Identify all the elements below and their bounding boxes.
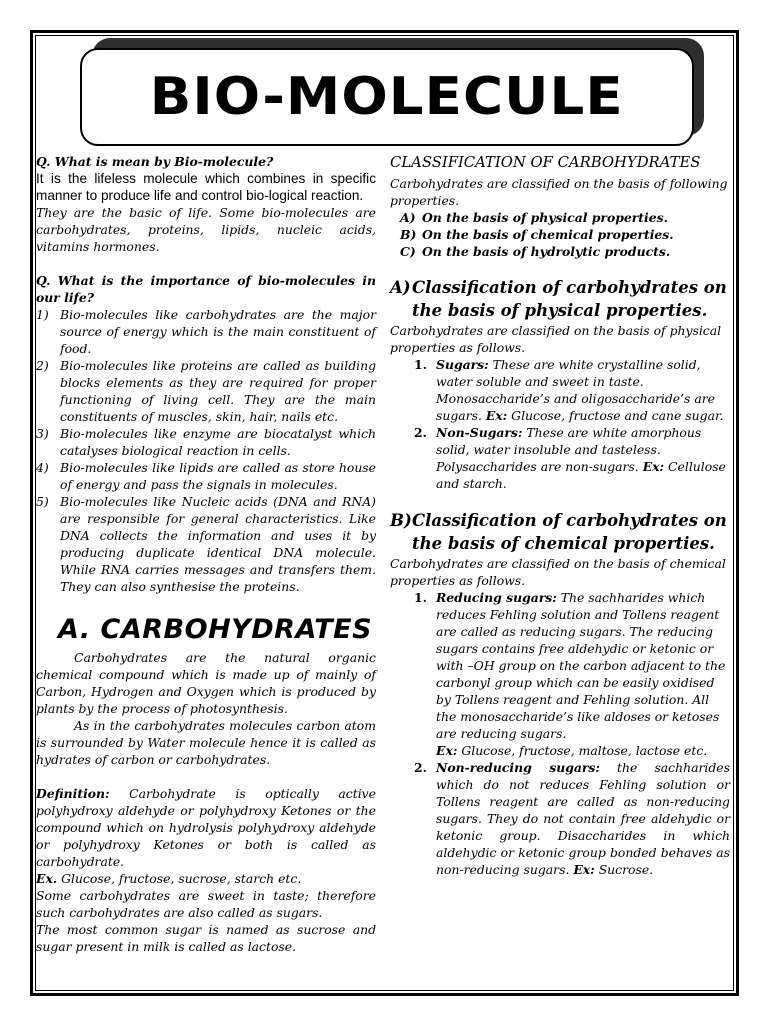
list-marker: 1. <box>414 590 427 605</box>
section-b-list <box>390 589 730 878</box>
example-text: Glucose, fructose, sucrose, starch etc. <box>57 871 302 886</box>
list-item <box>414 759 730 878</box>
classification-intro: Carbohydrates are classified on the basis of following properties. <box>390 176 728 208</box>
list-marker: 2) <box>36 358 49 373</box>
list-item-text: On the basis of chemical properties. <box>422 227 674 242</box>
carbohydrates-heading: A. CARBOHYDRATES <box>58 614 373 645</box>
common-sugar-text: The most common sugar is named as sucrose and sugar present in milk is called as lactose. <box>36 922 376 954</box>
list-item-text: Bio-molecules like enzyme are biocatalyst which catalyses biological reaction in cells. <box>60 426 376 458</box>
list-marker: C) <box>400 244 416 259</box>
list-marker: 1) <box>36 307 49 322</box>
section-b-heading <box>390 509 730 555</box>
sweet-sugars-text: Some carbohydrates are sweet in taste; therefore such carbohydrates are also called as sugars. <box>36 888 376 920</box>
section-a-intro: Carbohydrates are classified on the basis of physical properties as follows. <box>390 323 722 355</box>
item-text: These are white crystalline solid, water soluble and sweet in taste. Monosaccharide’s and oligosaccharide’s are sugars. <box>436 357 716 423</box>
definition-label: Definition: <box>36 786 110 801</box>
list-item <box>36 425 376 459</box>
answer-1: It is the lifeless molecule which combines in specific manner to produce life and control bio-logical reaction. <box>36 171 376 203</box>
list-item <box>36 357 376 425</box>
list-item-text: Bio-molecules like Nucleic acids (DNA and RNA) are responsible for general characteristics. Like DNA collects the information and uses it by producing duplicate identical DNA molecule. While RNA carries messages and transfers them. They can also synthesise the proteins. <box>60 494 376 594</box>
importance-list <box>36 306 376 595</box>
item-label: Non-Sugars: <box>436 425 523 440</box>
item-label: Sugars: <box>436 357 489 372</box>
item-label: Non-reducing sugars: <box>436 760 600 775</box>
question-1: Q. What is mean by Bio-molecule? <box>36 154 274 169</box>
example-label: Ex: <box>642 459 665 474</box>
list-item <box>36 493 376 595</box>
example-label: Ex: <box>573 862 595 877</box>
section-a-heading-line2: the basis of physical properties. <box>412 301 708 320</box>
list-item-text: On the basis of hydrolytic products. <box>422 244 671 259</box>
section-a-list <box>390 356 730 492</box>
list-item <box>36 459 376 493</box>
answer-1-detail: They are the basic of life. Some bio-molecules are carbohydrates, proteins, lipids, nucleic acids, vitamins hormones. <box>36 205 376 254</box>
left-column <box>36 153 376 955</box>
item-text: The sachharides which reduces Fehling solution and Tollens reagent are called as reducing sugars. The reducing sugars contains free aldehydic or ketonic or with –OH group on the carbon adjacent to the carbonyl group which can be easily oxidised by Tollens reagent and Fehling solution. All the monosaccharide’s like aldoses or ketoses are reducing sugars. <box>436 590 726 741</box>
example-label: Ex: <box>436 743 458 758</box>
example-line <box>36 870 376 887</box>
list-item-text: On the basis of physical properties. <box>422 210 668 225</box>
example-label: Ex. <box>36 871 58 886</box>
item-label: Reducing sugars: <box>436 590 557 605</box>
list-marker: 4) <box>36 460 49 475</box>
list-item-text: Bio-molecules like lipids are called as store house of energy and pass the signals in molecules. <box>60 460 376 492</box>
example-text: Sucrose. <box>594 862 654 877</box>
list-marker: 1. <box>414 357 427 372</box>
definition-paragraph <box>36 785 376 870</box>
list-item <box>36 306 376 357</box>
classification-heading: CLASSIFICATION OF CARBOHYDRATES <box>390 154 701 171</box>
example-label: Ex: <box>485 408 508 423</box>
list-item <box>414 424 730 492</box>
classification-bases-list <box>390 209 730 260</box>
section-b-intro: Carbohydrates are classified on the basis of chemical properties as follows. <box>390 556 726 588</box>
list-item-text: Bio-molecules like carbohydrates are the major source of energy which is the main constituent of food. <box>60 307 376 356</box>
list-marker: 2. <box>414 760 427 775</box>
section-a-heading <box>390 276 730 322</box>
right-column <box>390 153 730 878</box>
list-marker: 3) <box>36 426 49 441</box>
list-marker: 2. <box>414 425 427 440</box>
list-marker: A) <box>400 210 416 225</box>
list-item <box>414 356 730 424</box>
example-text: Glucose, fructose, maltose, lactose etc. <box>457 743 708 758</box>
section-a-heading-line1: Classification of carbohydrates on <box>412 278 727 297</box>
section-b-marker: B) <box>390 511 412 530</box>
list-item <box>414 589 730 759</box>
question-2: Q. What is the importance of bio-molecules in our life? <box>36 273 376 305</box>
section-a-marker: A) <box>390 278 411 297</box>
page-title: BIO-MOLECULE <box>150 67 624 127</box>
carbohydrates-intro: Carbohydrates are the natural organic chemical compound which is made up of mainly of Carbon, Hydrogen and Oxygen which is produced by plants by the process of photosynthesis. <box>36 650 376 716</box>
list-item-text: Bio-molecules like proteins are called as building blocks elements as they are required for proper functioning of living cell. They are the main constituents of muscles, skin, hair, nails etc. <box>60 358 376 424</box>
list-item <box>400 209 730 226</box>
example-text: Glucose, fructose and cane sugar. <box>507 408 724 423</box>
list-marker: B) <box>400 227 417 242</box>
definition-text: Carbohydrate is optically active polyhydroxy aldehyde or polyhydroxy Ketones or the compound which on hydrolysis polyhydroxy aldehyde or polyhydroxy Ketones or both is called as carbohydrate. <box>36 786 376 869</box>
title-banner <box>80 48 694 146</box>
section-b-heading-line2: the basis of chemical properties. <box>412 534 715 553</box>
example-text: Cellulose and starch. <box>436 459 726 491</box>
item-text: the sachharides which do not reduces Fehling solution or Tollens reagent are called as non-reducing sugars. They do not contain free aldehydic or ketonic group. Disaccharides in which aldehydic or ketonic group bonded behaves as non-reducing sugars. <box>436 760 730 877</box>
list-item <box>400 226 730 243</box>
item-text: These are white amorphous solid, water insoluble and tasteless. Polysaccharides are non-sugars. <box>436 425 702 474</box>
list-item <box>400 243 730 260</box>
section-b-heading-line1: Classification of carbohydrates on <box>412 511 727 530</box>
list-marker: 5) <box>36 494 49 509</box>
carbohydrates-hydrates: As in the carbohydrates molecules carbon atom is surrounded by Water molecule hence it is called as hydrates of carbon or carbohydrates. <box>36 718 376 767</box>
